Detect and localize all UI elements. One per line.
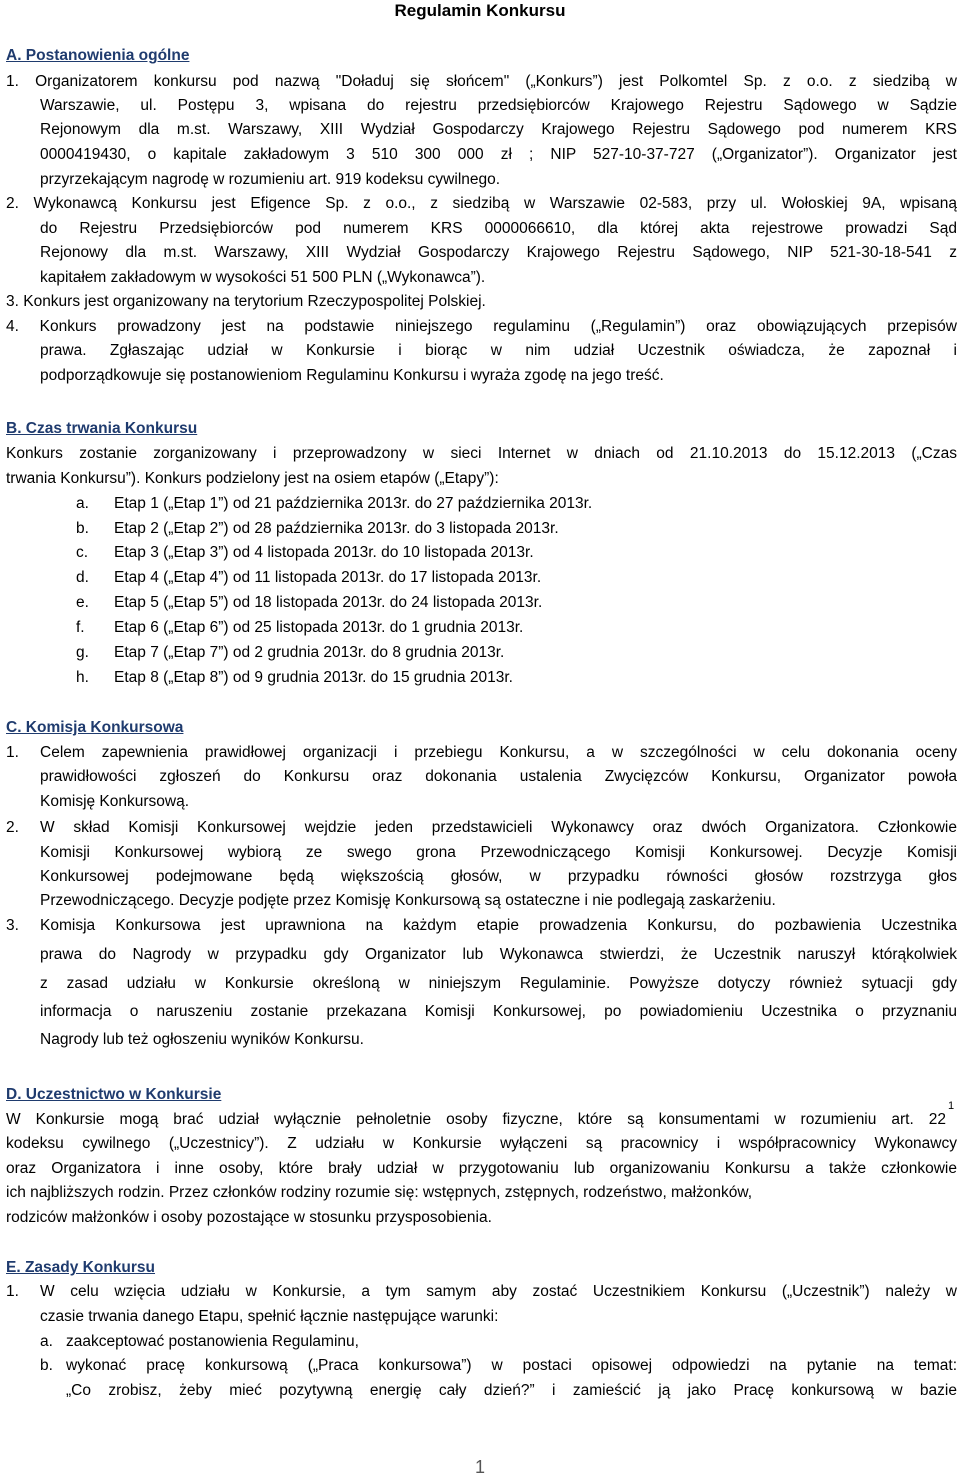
- c1-line-2: prawidłowości zgłoszeń do Konkursu oraz dokonania ustalenia Zwycięzców Konkursu, Organizator powoła: [40, 768, 957, 785]
- e1-a-text: zaakceptować postanowienia Regulaminu,: [66, 1333, 359, 1350]
- c3-line-1: Komisja Konkursowa jest uprawniona na każdym etapie prowadzenia Konkursu, do pozbawienia Uczestnika: [40, 917, 957, 934]
- a1-line-4: 0000419430, o kapitale zakładowym 3 510 300 000 zł ; NIP 527-10-37-727 („Organizator”). Organizator jest: [40, 146, 957, 163]
- a3-line: 3. Konkurs jest organizowany na terytorium Rzeczypospolitej Polskiej.: [6, 293, 486, 310]
- e1-a-letter: a.: [40, 1333, 53, 1350]
- c2-line-2: Komisji Konkursowej wybiorą ze swego grona Przewodniczącego Komisji Konkursowej. Decyzje Komisji: [40, 844, 957, 861]
- d-line-5: rodziców małżonków i osoby pozostające w stosunku przysposobienia.: [6, 1209, 492, 1226]
- stage-text: Etap 1 („Etap 1”) od 21 października 2013r. do 27 października 2013r.: [114, 495, 593, 512]
- a1-line-3: Rejonowym dla m.st. Warszawy, XIII Wydział Gospodarczy Krajowego Rejestru Sądowego pod numerem KRS: [40, 121, 957, 138]
- a2-line-1: 2. Wykonawcą Konkursu jest Efigence Sp. z o.o., z siedzibą w Warszawie 02-583, przy ul. Wołoskiej 9A, wpisaną: [6, 195, 957, 212]
- stage-letter: d.: [76, 569, 89, 586]
- c3-line-5: Nagrody lub też ogłoszeniu wyników Konkursu.: [40, 1031, 364, 1048]
- a1-line-2: Warszawie, ul. Postępu 3, wpisana do rejestru przedsiębiorców Krajowego Rejestru Sądowego w Sądzie: [40, 97, 957, 114]
- e1-line-1: W celu wzięcia udziału w Konkursie, a tym samym aby zostać Uczestnikiem Konkursu („Uczestnik”) należy w: [40, 1283, 957, 1300]
- stage-letter: c.: [76, 544, 89, 561]
- page-number: 1: [474, 1457, 485, 1477]
- stage-text: Etap 7 („Etap 7”) od 2 grudnia 2013r. do 8 grudnia 2013r.: [114, 644, 505, 661]
- a4-line-1: 4. Konkurs prowadzony jest na podstawie niniejszego regulaminu („Regulamin”) oraz obowiązujących przepisów: [6, 318, 957, 335]
- d-line-3: oraz Organizatora i inne osoby, które brały udział w przygotowaniu lub organizowaniu Konkursu a także członkowie: [6, 1160, 957, 1177]
- footnote-marker: 1: [948, 1100, 955, 1112]
- c3-line-3: z zasad udziału w Konkursie określoną w niniejszym Regulaminie. Powyższe dotyczy również sytuacji gdy: [40, 975, 957, 992]
- stage-text: Etap 2 („Etap 2”) od 28 października 2013r. do 3 listopada 2013r.: [114, 520, 559, 537]
- e1-b-letter: b.: [40, 1357, 53, 1374]
- c2-line-1: W skład Komisji Konkursowej wejdzie jeden przedstawicieli Wykonawcy oraz dwóch Organizatora. Członkowie: [40, 819, 957, 836]
- section-d-heading: D. Uczestnictwo w Konkursie: [6, 1086, 222, 1103]
- stage-text: Etap 3 („Etap 3”) od 4 listopada 2013r. do 10 listopada 2013r.: [114, 544, 534, 561]
- c3-number: 3.: [6, 917, 19, 934]
- stage-letter: b.: [76, 520, 89, 537]
- stage-letter: f.: [76, 619, 85, 636]
- a1-line-5: przyrzekającym nagrodę w rozumieniu art. 919 kodeksu cywilnego.: [40, 171, 501, 188]
- c2-line-4: Przewodniczącego. Decyzje podjęte przez Komisję Konkursową są ostateczne i nie podlegają zaskarżeniu.: [40, 892, 776, 909]
- c1-line-3: Komisję Konkursową.: [40, 793, 190, 810]
- section-c-heading: C. Komisja Konkursowa: [6, 719, 184, 736]
- section-e-heading: E. Zasady Konkursu: [6, 1259, 156, 1276]
- a2-line-4: kapitałem zakładowym w wysokości 51 500 PLN („Wykonawca”).: [40, 269, 486, 286]
- e1-number: 1.: [6, 1283, 19, 1300]
- stage-text: Etap 8 („Etap 8”) od 9 grudnia 2013r. do 15 grudnia 2013r.: [114, 669, 513, 686]
- a4-line-2: prawa. Zgłaszając udział w Konkursie i biorąc w nim udział Uczestnik oświadcza, że zapoznał i: [40, 342, 957, 359]
- b-intro-line-1: Konkurs zostanie zorganizowany i przeprowadzony w sieci Internet w dniach od 21.10.2013 do 15.12.2013 („Czas: [6, 445, 957, 462]
- stage-text: Etap 4 („Etap 4”) od 11 listopada 2013r. do 17 listopada 2013r.: [114, 569, 542, 586]
- d-line-2: kodeksu cywilnego („Uczestnicy”). Z udziału w Konkursie wyłączeni są pracownicy i współpracownicy Wykonawcy: [6, 1135, 957, 1152]
- a4-line-3: podporządkowuje się postanowieniom Regulaminu Konkursu i wyraża zgodę na jego treść.: [40, 367, 664, 384]
- e1-b-line-1: wykonać pracę konkursową („Praca konkursowa”) w postaci opisowej odpowiedzi na pytanie na temat:: [66, 1357, 957, 1374]
- b-intro-line-2: trwania Konkursu”). Konkurs podzielony jest na osiem etapów („Etapy”):: [6, 470, 499, 487]
- stage-letter: h.: [76, 669, 89, 686]
- e1-b-line-2: „Co zrobisz, żeby mieć pozytywną energię cały dzień?” i zamieścić ją jako Pracę konkursową w bazie: [66, 1382, 957, 1399]
- stage-letter: a.: [76, 495, 89, 512]
- section-b-heading: B. Czas trwania Konkursu: [6, 420, 198, 437]
- c3-line-4: informacja o naruszeniu zostanie przekazana Komisji Konkursowej, po powiadomieniu Uczestnika o przyznaniu: [40, 1003, 957, 1020]
- d-line-1: W Konkursie mogą brać udział wyłącznie pełnoletnie osoby fizyczne, które są konsumentami w rozumieniu art. 22: [6, 1111, 946, 1128]
- a1-line-1: 1. Organizatorem konkursu pod nazwą "Doładuj się słońcem" („Konkurs”) jest Polkomtel Sp. z o.o. z siedzibą w: [6, 73, 957, 90]
- stage-letter: g.: [76, 644, 89, 661]
- c2-line-3: Konkursowej podejmowane będą większością głosów, w przypadku równości głosów rozstrzyga głos: [40, 868, 957, 885]
- a2-line-3: Rejonowy dla m.st. Warszawy, XIII Wydział Gospodarczy Krajowego Rejestru Sądowego, NIP 521-30-18-541 z: [40, 244, 957, 261]
- d-line-4: ich najbliższych rodzin. Przez członków rodziny rozumie się: wstępnych, zstępnych, rodzeństwo, małżonków,: [6, 1184, 753, 1201]
- c1-number: 1.: [6, 744, 19, 761]
- c1-line-1: Celem zapewnienia prawidłowej organizacji i przebiegu Konkursu, a w szczególności w celu dokonania oceny: [40, 744, 957, 761]
- stage-text: Etap 5 („Etap 5”) od 18 listopada 2013r. do 24 listopada 2013r.: [114, 594, 543, 611]
- stage-text: Etap 6 („Etap 6”) od 25 listopada 2013r. do 1 grudnia 2013r.: [114, 619, 524, 636]
- e1-line-2: czasie trwania danego Etapu, spełnić łącznie następujące warunki:: [40, 1308, 499, 1325]
- stage-letter: e.: [76, 594, 89, 611]
- document-title: Regulamin Konkursu: [394, 1, 566, 20]
- c3-line-2: prawa do Nagrody w przypadku gdy Organizator lub Wykonawca stwierdzi, że Uczestnik naruszył którąkolwiek: [40, 946, 957, 963]
- section-a-heading: A. Postanowienia ogólne: [6, 47, 190, 64]
- c2-number: 2.: [6, 819, 19, 836]
- a2-line-2: do Rejestru Przedsiębiorców pod numerem KRS 0000066610, dla której akta rejestrowe prowadzi Sąd: [40, 220, 957, 237]
